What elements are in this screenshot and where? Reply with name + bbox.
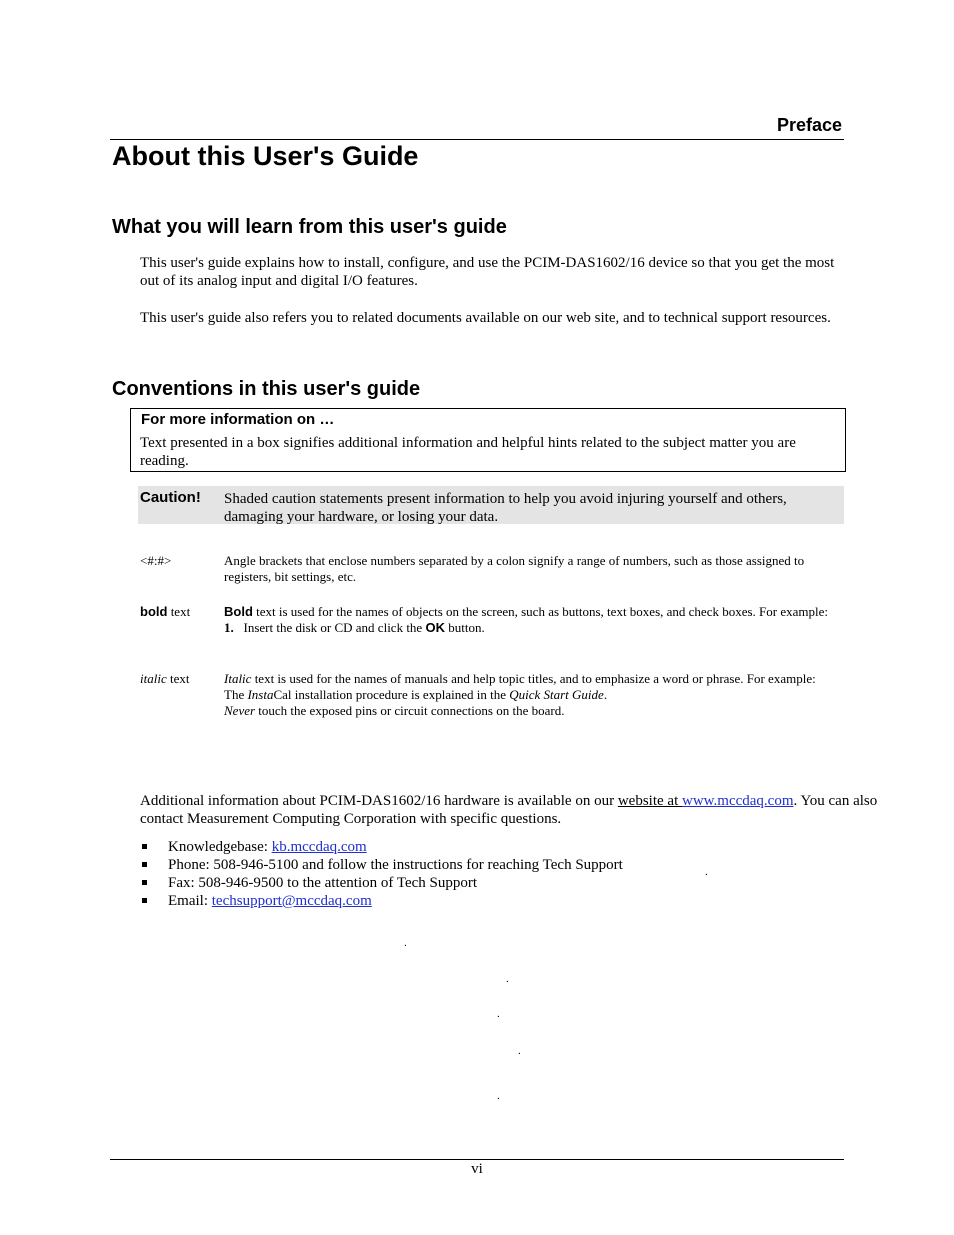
italic-term [140, 671, 220, 687]
conventions-heading: Conventions in this user's guide [112, 378, 421, 400]
knowledgebase-link[interactable]: kb.mccdaq.com [271, 839, 367, 855]
artifact-dot: . [705, 866, 708, 878]
angle-term: <#:#> [140, 553, 172, 568]
angle-desc: Angle brackets that enclose numbers separated by a colon signify a range of numbers, such as those assigned to registers, bit settings, etc. [224, 553, 805, 584]
list-item [140, 892, 840, 910]
bold-term-rest: text [167, 604, 191, 619]
artifact-dot: . [497, 1090, 500, 1102]
italic-example-2 [224, 703, 839, 719]
learn-paragraph-1: This user's guide explains how to install, configure, and use the PCIM-DAS1602/16 device so that you get the most out of its analog input and digital I/O features. [140, 255, 835, 289]
list-item [140, 874, 840, 892]
italic-term-word: italic [140, 671, 167, 686]
bullet-square-icon [142, 844, 147, 849]
knowledgebase-label: Knowledgebase: [168, 839, 272, 855]
website-link-label[interactable]: website at [617, 793, 682, 809]
list-item [140, 838, 840, 856]
step-number: 1. [224, 620, 234, 635]
ex2-never: Never [224, 703, 256, 718]
artifact-dot: . [404, 937, 407, 949]
bold-example-step [224, 620, 839, 636]
ex1-c: . [603, 687, 608, 702]
italic-term-rest: text [166, 671, 190, 686]
artifact-dot: . [518, 1045, 521, 1057]
info-text-b: . You can also contact Measurement Computing Corporation with specific questions. [140, 793, 878, 827]
bold-desc-word: Bold [224, 604, 253, 619]
page-title: About this User's Guide [112, 141, 419, 171]
footer-rule [110, 1159, 844, 1160]
caution-box [138, 486, 844, 524]
info-box [130, 408, 846, 472]
bold-desc [224, 604, 839, 636]
bold-term-word: bold [140, 604, 168, 619]
bold-term [140, 604, 220, 620]
info-box-title: For more information on … [141, 411, 335, 428]
caution-label: Caution! [140, 489, 201, 506]
ex1-a: The [224, 687, 248, 702]
fax-text: Fax: 508-946-9500 to the attention of Tech Support [168, 875, 478, 891]
info-box-body: Text presented in a box signifies additional information and helpful hints related to the subject matter you are reading. [140, 435, 796, 469]
section-header: Preface [776, 115, 842, 135]
italic-desc [224, 671, 839, 719]
info-text-a: Additional information about PCIM-DAS1602/16 hardware is available on our [140, 793, 618, 809]
ex1-b: Cal installation procedure is explained in the [273, 687, 510, 702]
list-item [140, 856, 840, 874]
step-text: Insert the disk or CD and click the [243, 620, 426, 635]
learn-heading: What you will learn from this user's guide [112, 216, 507, 238]
email-link[interactable]: techsupport@mccdaq.com [211, 893, 372, 909]
step-ok: OK [425, 620, 445, 635]
ex1-quick-start: Quick Start Guide [509, 687, 604, 702]
italic-desc-rest: text is used for the names of manuals and help topic titles, and to emphasize a word or phrase. For example: [251, 671, 816, 686]
learn-paragraph-2: This user's guide also refers you to related documents available on our web site, and to technical support resources. [140, 310, 831, 326]
website-link[interactable]: www.mccdaq.com [682, 793, 794, 809]
bullet-square-icon [142, 898, 147, 903]
header-rule [110, 139, 844, 140]
bold-desc-rest: text is used for the names of objects on the screen, such as buttons, text boxes, and check boxes. For example: [252, 604, 828, 619]
step-end: button. [444, 620, 485, 635]
artifact-dot: . [497, 1008, 500, 1020]
artifact-dot: . [506, 973, 509, 985]
phone-text: Phone: 508-946-5100 and follow the instructions for reaching Tech Support [168, 857, 623, 873]
page-number: vi [471, 1161, 483, 1177]
info-paragraph [140, 792, 885, 828]
caution-body: Shaded caution statements present information to help you avoid injuring yourself and others, damaging your hardware, or losing your data. [224, 491, 787, 525]
contact-list [140, 838, 840, 910]
italic-desc-word: Italic [224, 671, 252, 686]
bullet-square-icon [142, 862, 147, 867]
ex2-rest: touch the exposed pins or circuit connections on the board. [255, 703, 565, 718]
email-label: Email: [168, 893, 212, 909]
italic-example-1 [224, 687, 839, 703]
bullet-square-icon [142, 880, 147, 885]
ex1-insta: Insta [247, 687, 274, 702]
